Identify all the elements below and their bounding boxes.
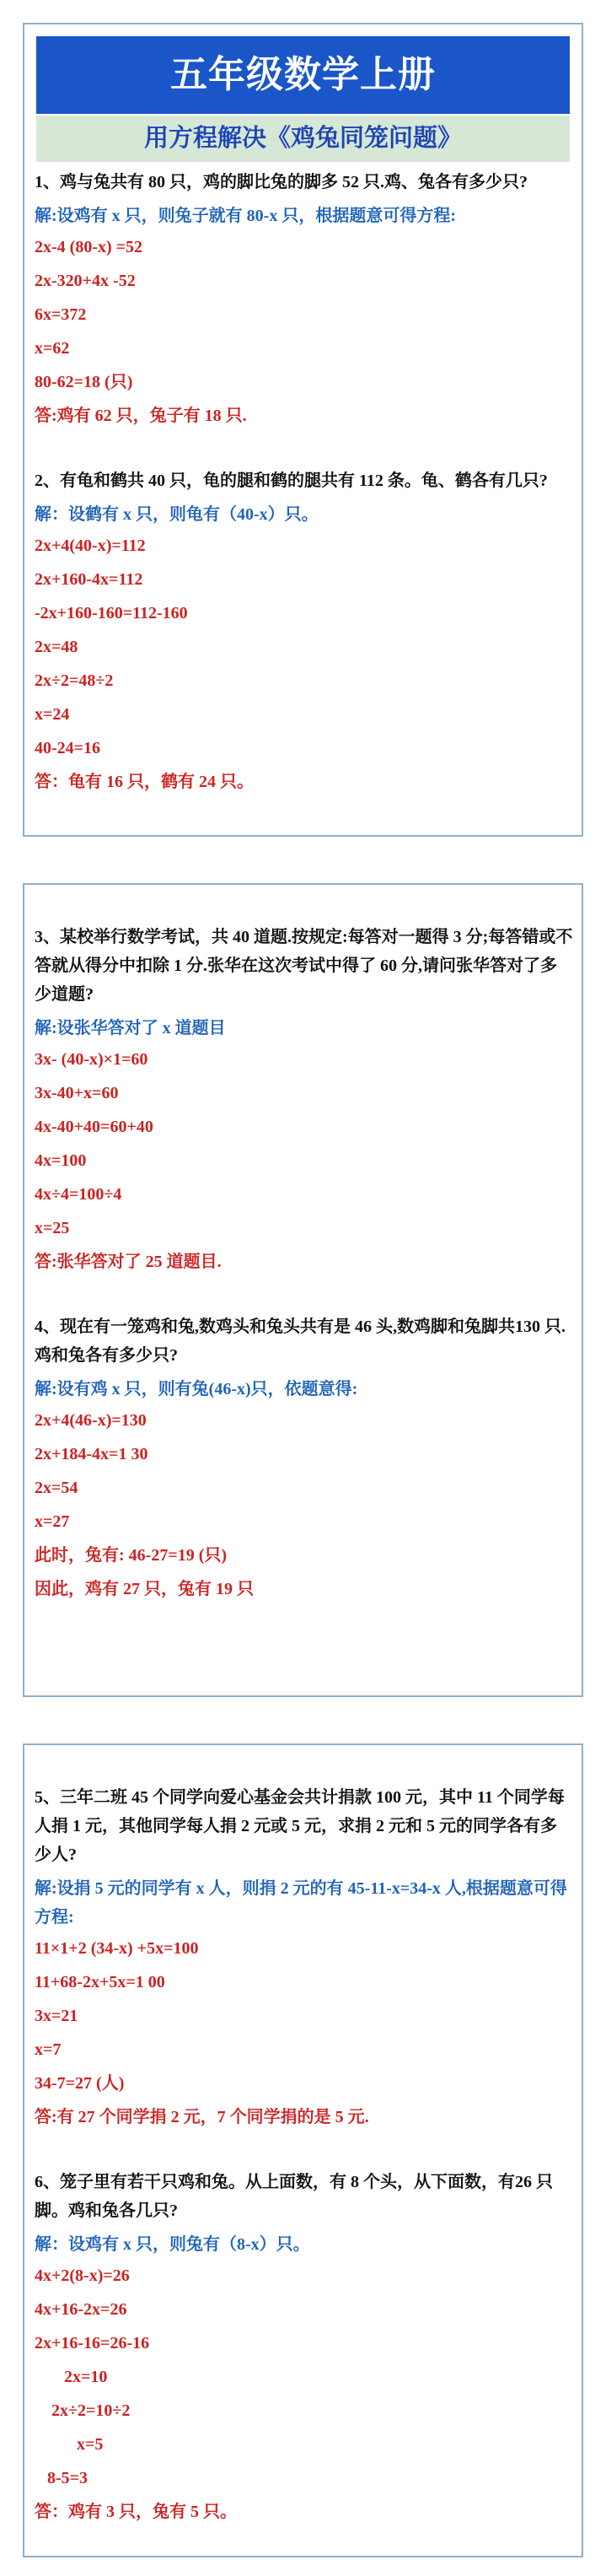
card-content	[35, 168, 573, 799]
question-text: 5、三年二班 45 个同学向爱心基金会共计捐款 100 元，其中 11 个同学每人捐 1 元，其他同学每人捐 2 元或 5 元，求捐 2 元和 5 元的同学各有多少人?	[35, 1788, 565, 1864]
spacer	[35, 1279, 573, 1312]
question-text: 6、笼子里有若干只鸡和兔。从上面数，有 8 个头，从下面数，有26 只脚。鸡和兔各几只?	[35, 2173, 553, 2220]
solution-step: x=24	[35, 705, 70, 724]
solution-step: 11×1+2 (34-x) +5x=100	[35, 1939, 199, 1958]
problem-6	[35, 2168, 573, 2529]
solution-step: 2x+4(46-x)=130	[35, 1411, 147, 1430]
spacer	[35, 2134, 573, 2168]
solution-step: 34-7=27 (人)	[35, 2074, 125, 2093]
page-subtitle: 用方程解决《鸡兔同笼问题》	[36, 116, 570, 162]
spacer	[35, 433, 573, 466]
problem-card-1	[23, 23, 583, 837]
solution-step: 4x+16-2x=26	[35, 2300, 127, 2319]
solution-step: 11+68-2x+5x=1 00	[35, 1973, 165, 1991]
solution-step: 4x+2(8-x)=26	[35, 2266, 130, 2285]
solution-step: 2x=10	[35, 2368, 108, 2386]
solution-step: 3x-40+x=60	[35, 1084, 119, 1102]
solution-step: 80-62=18 (只)	[35, 373, 133, 391]
solution-step: 2x÷2=48÷2	[35, 671, 114, 690]
solution-step: 2x+184-4x=1 30	[35, 1445, 148, 1463]
problem-4	[35, 1312, 573, 1606]
answer-setup: 解:设张华答对了 x 道题目	[35, 1019, 226, 1037]
solution-step: 2x+160-4x=112	[35, 570, 143, 589]
final-answer: 答:张华答对了 25 道题目.	[35, 1253, 222, 1271]
solution-step: 2x=54	[35, 1479, 78, 1497]
solution-step: 6x=372	[35, 305, 87, 324]
question-text: 3、某校举行数学考试，共 40 道题.按规定:每答对一题得 3 分;每答错或不答就从得分中扣除 1 分.张华在这次考试中得了 60 分,请问张华答对了多少道题?	[35, 928, 573, 1004]
solution-step: -2x+160-160=112-160	[35, 604, 188, 622]
answer-setup: 解:设有鸡 x 只，则有兔(46-x)只，依题意得:	[35, 1380, 358, 1398]
solution-step: 2x-4 (80-x) =52	[35, 238, 143, 256]
solution-step: 4x-40+40=60+40	[35, 1118, 153, 1136]
solution-step: x=7	[35, 2040, 62, 2059]
card-content	[35, 923, 573, 1606]
card-content	[35, 1783, 573, 2529]
final-answer: 因此，鸡有 27 只，兔有 19 只	[35, 1580, 254, 1598]
solution-step: 40-24=16	[35, 739, 101, 757]
page-title: 五年级数学上册	[36, 36, 570, 114]
answer-setup: 解:设捐 5 元的同学有 x 人，则捐 2 元的有 45-11-x=34-x 人,根据题意可得方程:	[35, 1879, 567, 1927]
solution-step: x=27	[35, 1512, 70, 1531]
solution-step: 2x+4(40-x)=112	[35, 536, 146, 555]
solution-step: 2x÷2=10÷2	[35, 2401, 131, 2420]
solution-step: 2x-320+4x -52	[35, 272, 136, 290]
answer-setup: 解：设鸡有 x 只，则兔有（8-x）只。	[35, 2235, 310, 2254]
question-text: 4、现在有一笼鸡和兔,数鸡头和兔头共有是 46 头,数鸡脚和兔脚共130 只.鸡和兔各有多少只?	[35, 1318, 566, 1365]
problem-3	[35, 923, 573, 1279]
solution-step: x=62	[35, 339, 70, 358]
final-answer: 答:鸡有 62 只，兔子有 18 只.	[35, 407, 247, 425]
solution-step: 2x=48	[35, 638, 78, 656]
question-text: 2、有龟和鹤共 40 只，龟的腿和鹤的腿共有 112 条。龟、鹤各有几只?	[35, 472, 548, 490]
final-answer: 答:有 27 个同学捐 2 元，7 个同学捐的是 5 元.	[35, 2108, 369, 2126]
solution-step: 3x=21	[35, 2007, 78, 2025]
solution-step: 4x÷4=100÷4	[35, 1185, 122, 1204]
question-text: 1、鸡与兔共有 80 只，鸡的脚比兔的脚多 52 只.鸡、兔各有多少只?	[35, 173, 528, 191]
solution-step: x=5	[35, 2435, 104, 2454]
solution-step: 此时，兔有: 46-27=19 (只)	[35, 1546, 228, 1565]
problem-card-3	[23, 1743, 583, 2557]
solution-step: 8-5=3	[35, 2469, 88, 2487]
problem-card-2	[23, 883, 583, 1697]
final-answer: 答：龟有 16 只，鹤有 24 只。	[35, 773, 254, 791]
solution-step: 3x- (40-x)×1=60	[35, 1050, 148, 1069]
answer-setup: 解：设鹤有 x 只，则龟有（40-x）只。	[35, 505, 319, 524]
problem-1	[35, 168, 573, 433]
problem-5	[35, 1783, 573, 2134]
solution-step: x=25	[35, 1219, 70, 1237]
problem-2	[35, 466, 573, 799]
answer-setup: 解:设鸡有 x 只，则兔子就有 80-x 只，根据题意可得方程:	[35, 207, 456, 225]
solution-step: 4x=100	[35, 1151, 87, 1170]
solution-step: 2x+16-16=26-16	[35, 2334, 150, 2352]
final-answer: 答：鸡有 3 只，兔有 5 只。	[35, 2503, 237, 2521]
